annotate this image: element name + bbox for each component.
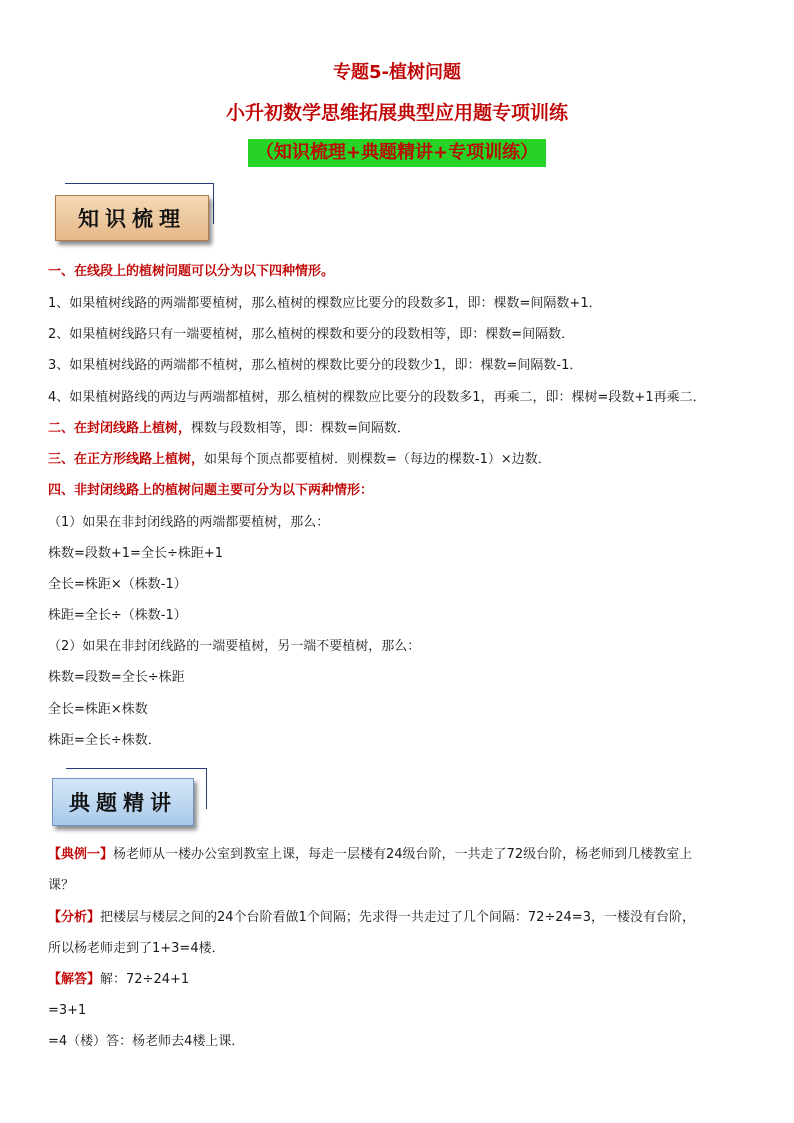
heading-3-text: 如果每个顶点都要植树．则棵数=（每边的棵数-1）×边数． [204, 452, 551, 467]
knowledge-item-1: 1、如果植树线路的两端都要植树，那么植树的棵数应比要分的段数多1，即：棵数=间隔数+1． [48, 296, 602, 311]
answer-label: 【解答】 [48, 972, 101, 987]
heading-3-emphasis: 三、在正方形线路上植树， [48, 452, 205, 467]
knowledge-item-2: 2、如果植树线路只有一端要植树，那么植树的棵数和要分的段数相等，即：棵数=间隔数． [48, 327, 575, 342]
formula-3: 株距=全长÷（株数-1） [48, 608, 187, 623]
document-subtitle: 小升初数学思维拓展典型应用题专项训练 [225, 102, 568, 124]
knowledge-banner-label: 知识梳理 [55, 195, 209, 241]
answer-line-2: =3+1 [48, 1003, 87, 1018]
section-tag-wrapper [0, 139, 794, 167]
heading-2-emphasis: 二、在封闭线路上植树， [48, 421, 192, 436]
answer-line-3: =4（楼）答：杨老师去4楼上课． [48, 1034, 245, 1049]
knowledge-heading-1: 一、在线段上的植树问题可以分为以下四种情形。 [48, 264, 335, 279]
knowledge-item-3: 3、如果植树线路的两端都不植树，那么植树的棵数比要分的段数少1，即：棵数=间隔数-1． [48, 358, 583, 373]
formula-2: 全长=株距×（株数-1） [48, 577, 187, 592]
example-question-line-2: 课？ [48, 878, 75, 893]
section-tag: （知识梳理+典题精讲+专项训练） [248, 139, 546, 167]
knowledge-heading-2 [48, 420, 768, 438]
document-title: 专题5-植树问题 [333, 62, 461, 83]
answer-line-1 [48, 971, 768, 989]
knowledge-heading-4: 四、非封闭线路上的植树问题主要可分为以下两种情形： [48, 483, 374, 498]
knowledge-item-4: 4、如果植树路线的两边与两端都植树，那么植树的棵数应比要分的段数多1，再乘二，即：棵树=段数+1再乘二． [48, 390, 706, 405]
case-2-intro: （2）如果在非封闭线路的一端要植树，另一端不要植树，那么： [48, 639, 421, 654]
knowledge-heading-3 [48, 451, 768, 469]
formula-4: 株数=段数=全长÷株距 [48, 670, 185, 685]
example-label: 【典例一】 [48, 847, 114, 862]
analysis-line-2: 所以杨老师走到了1+3=4楼． [48, 941, 225, 956]
formula-6: 株距=全长÷株数． [48, 733, 161, 748]
analysis-label: 【分析】 [48, 910, 101, 925]
examples-banner-label: 典题精讲 [52, 778, 194, 826]
heading-2-text: 棵数与段数相等，即：棵数=间隔数． [191, 421, 410, 436]
formula-5: 全长=株距×株数 [48, 702, 148, 717]
analysis-text: 把楼层与楼层之间的24个台阶看做1个间隔；先求得一共走过了几个间隔：72÷24=3，一楼没有台阶， [100, 910, 695, 925]
formula-1: 株数=段数+1=全长÷株距+1 [48, 546, 224, 561]
example-question-line-1 [48, 846, 768, 864]
analysis-line-1 [48, 909, 768, 927]
example-question-text: 杨老师从一楼办公室到教室上课，每走一层楼有24级台阶，一共走了72级台阶，杨老师到几楼教室上 [113, 847, 693, 862]
answer-text: 解：72÷24+1 [100, 972, 190, 987]
case-1-intro: （1）如果在非封闭线路的两端都要植树，那么： [48, 515, 330, 530]
